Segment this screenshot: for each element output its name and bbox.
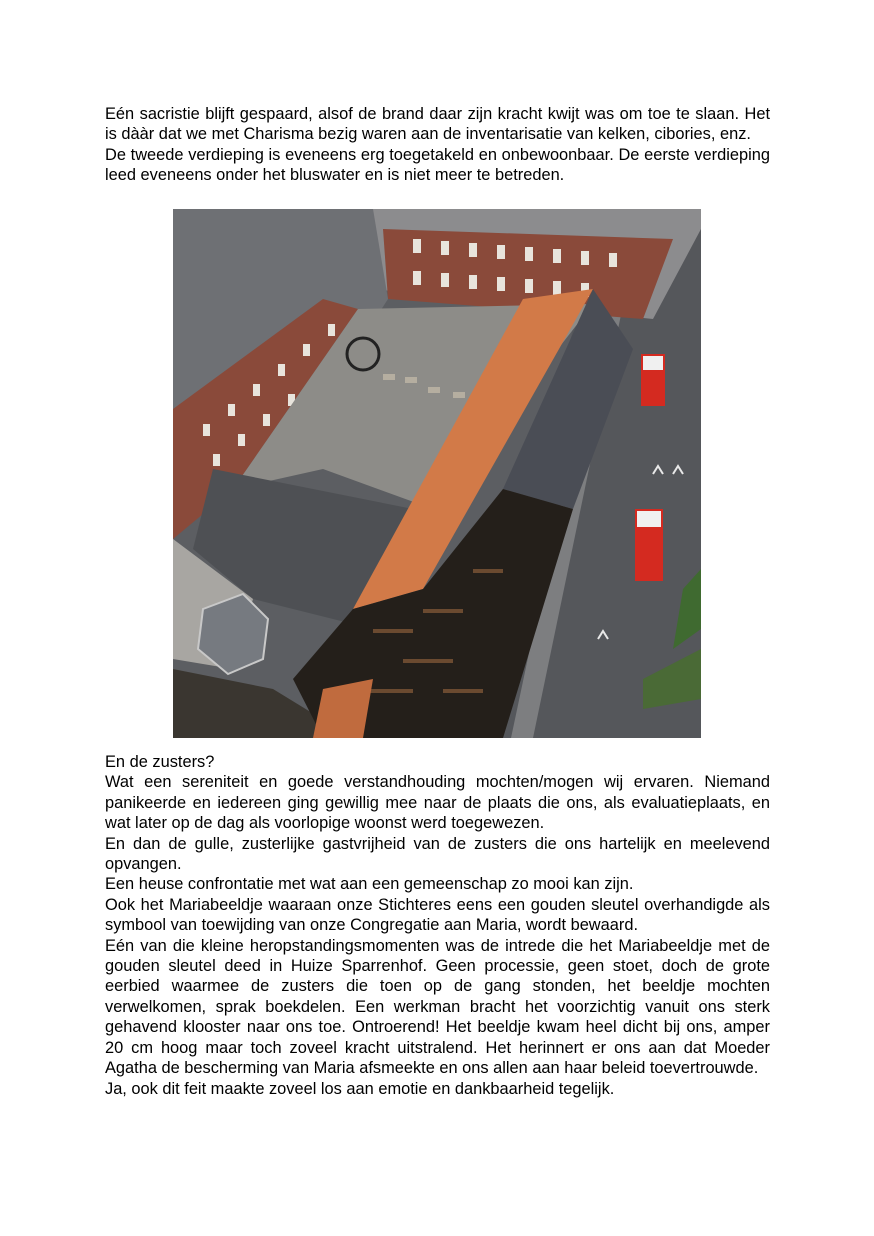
paragraph-sacristy: Eén sacristie blijft gespaard, alsof de brand daar zijn kracht kwijt was om toe te slaan. Het is dààr dat we met Charisma bezig waren aan de inventarisatie van kelken, cibories, enz. [105,105,770,144]
paragraph-resurrection-moment: Eén van die kleine heropstandingsmomenten was de intrede die het Mariabeeldje met de gouden sleutel deed in Huize Sparrenhof. Geen processie, geen stoet, doch de grote eerbied waarmee de zusters die toen op de gang stonden, het beeldje mochten verwelkomen, sprak boekdelen. Een werkman bracht het voorzichtig vanuit ons sterk gehavend klooster naar ons toe. Ontroerend! Het beeldje kwam heel dicht bij ons, amper 20 cm hoog maar toch zoveel kracht uitstralend. Het herinnert er ons aan dat Moeder Agatha de bescherming van Maria afsmeekte en ons allen aan haar beleid toevertrouwde. [105,936,770,1078]
top-text-block [105,104,770,186]
paragraph-second-floor: De tweede verdieping is eveneens erg toegetakeld en onbewoonbaar. De eerste verdieping leed eveneens onder het bluswater en is niet meer te betreden. [105,145,770,185]
paragraph-closing: Ja, ook dit feit maakte zoveel los aan emotie en dankbaarheid tegelijk. [105,1079,615,1098]
paragraph-hospitality: En dan de gulle, zusterlijke gastvrijheid van de zusters die ons hartelijk en meelevend opvangen. [105,834,770,874]
paragraph-mary-statue: Ook het Mariabeeldje waaraan onze Stichteres eens een gouden sleutel overhandigde als symbool van toewijding van onze Congregatie aan Maria, wordt bewaard. [105,895,770,935]
paragraph-serenity: Wat een sereniteit en goede verstandhouding mochten/mogen wij ervaren. Niemand panikeerde en iedereen ging gewillig mee naar de plaats die ons, als evaluatieplaats, en wat later op de dag als voorlopige woonst werd toegewezen. [105,773,770,833]
paragraph-question: En de zusters? [105,753,215,771]
aerial-photo-burned-convent [173,209,701,738]
bottom-text-block [105,752,770,1099]
paragraph-confrontation: Een heuse confrontatie met wat aan een gemeenschap zo mooi kan zijn. [105,875,634,894]
